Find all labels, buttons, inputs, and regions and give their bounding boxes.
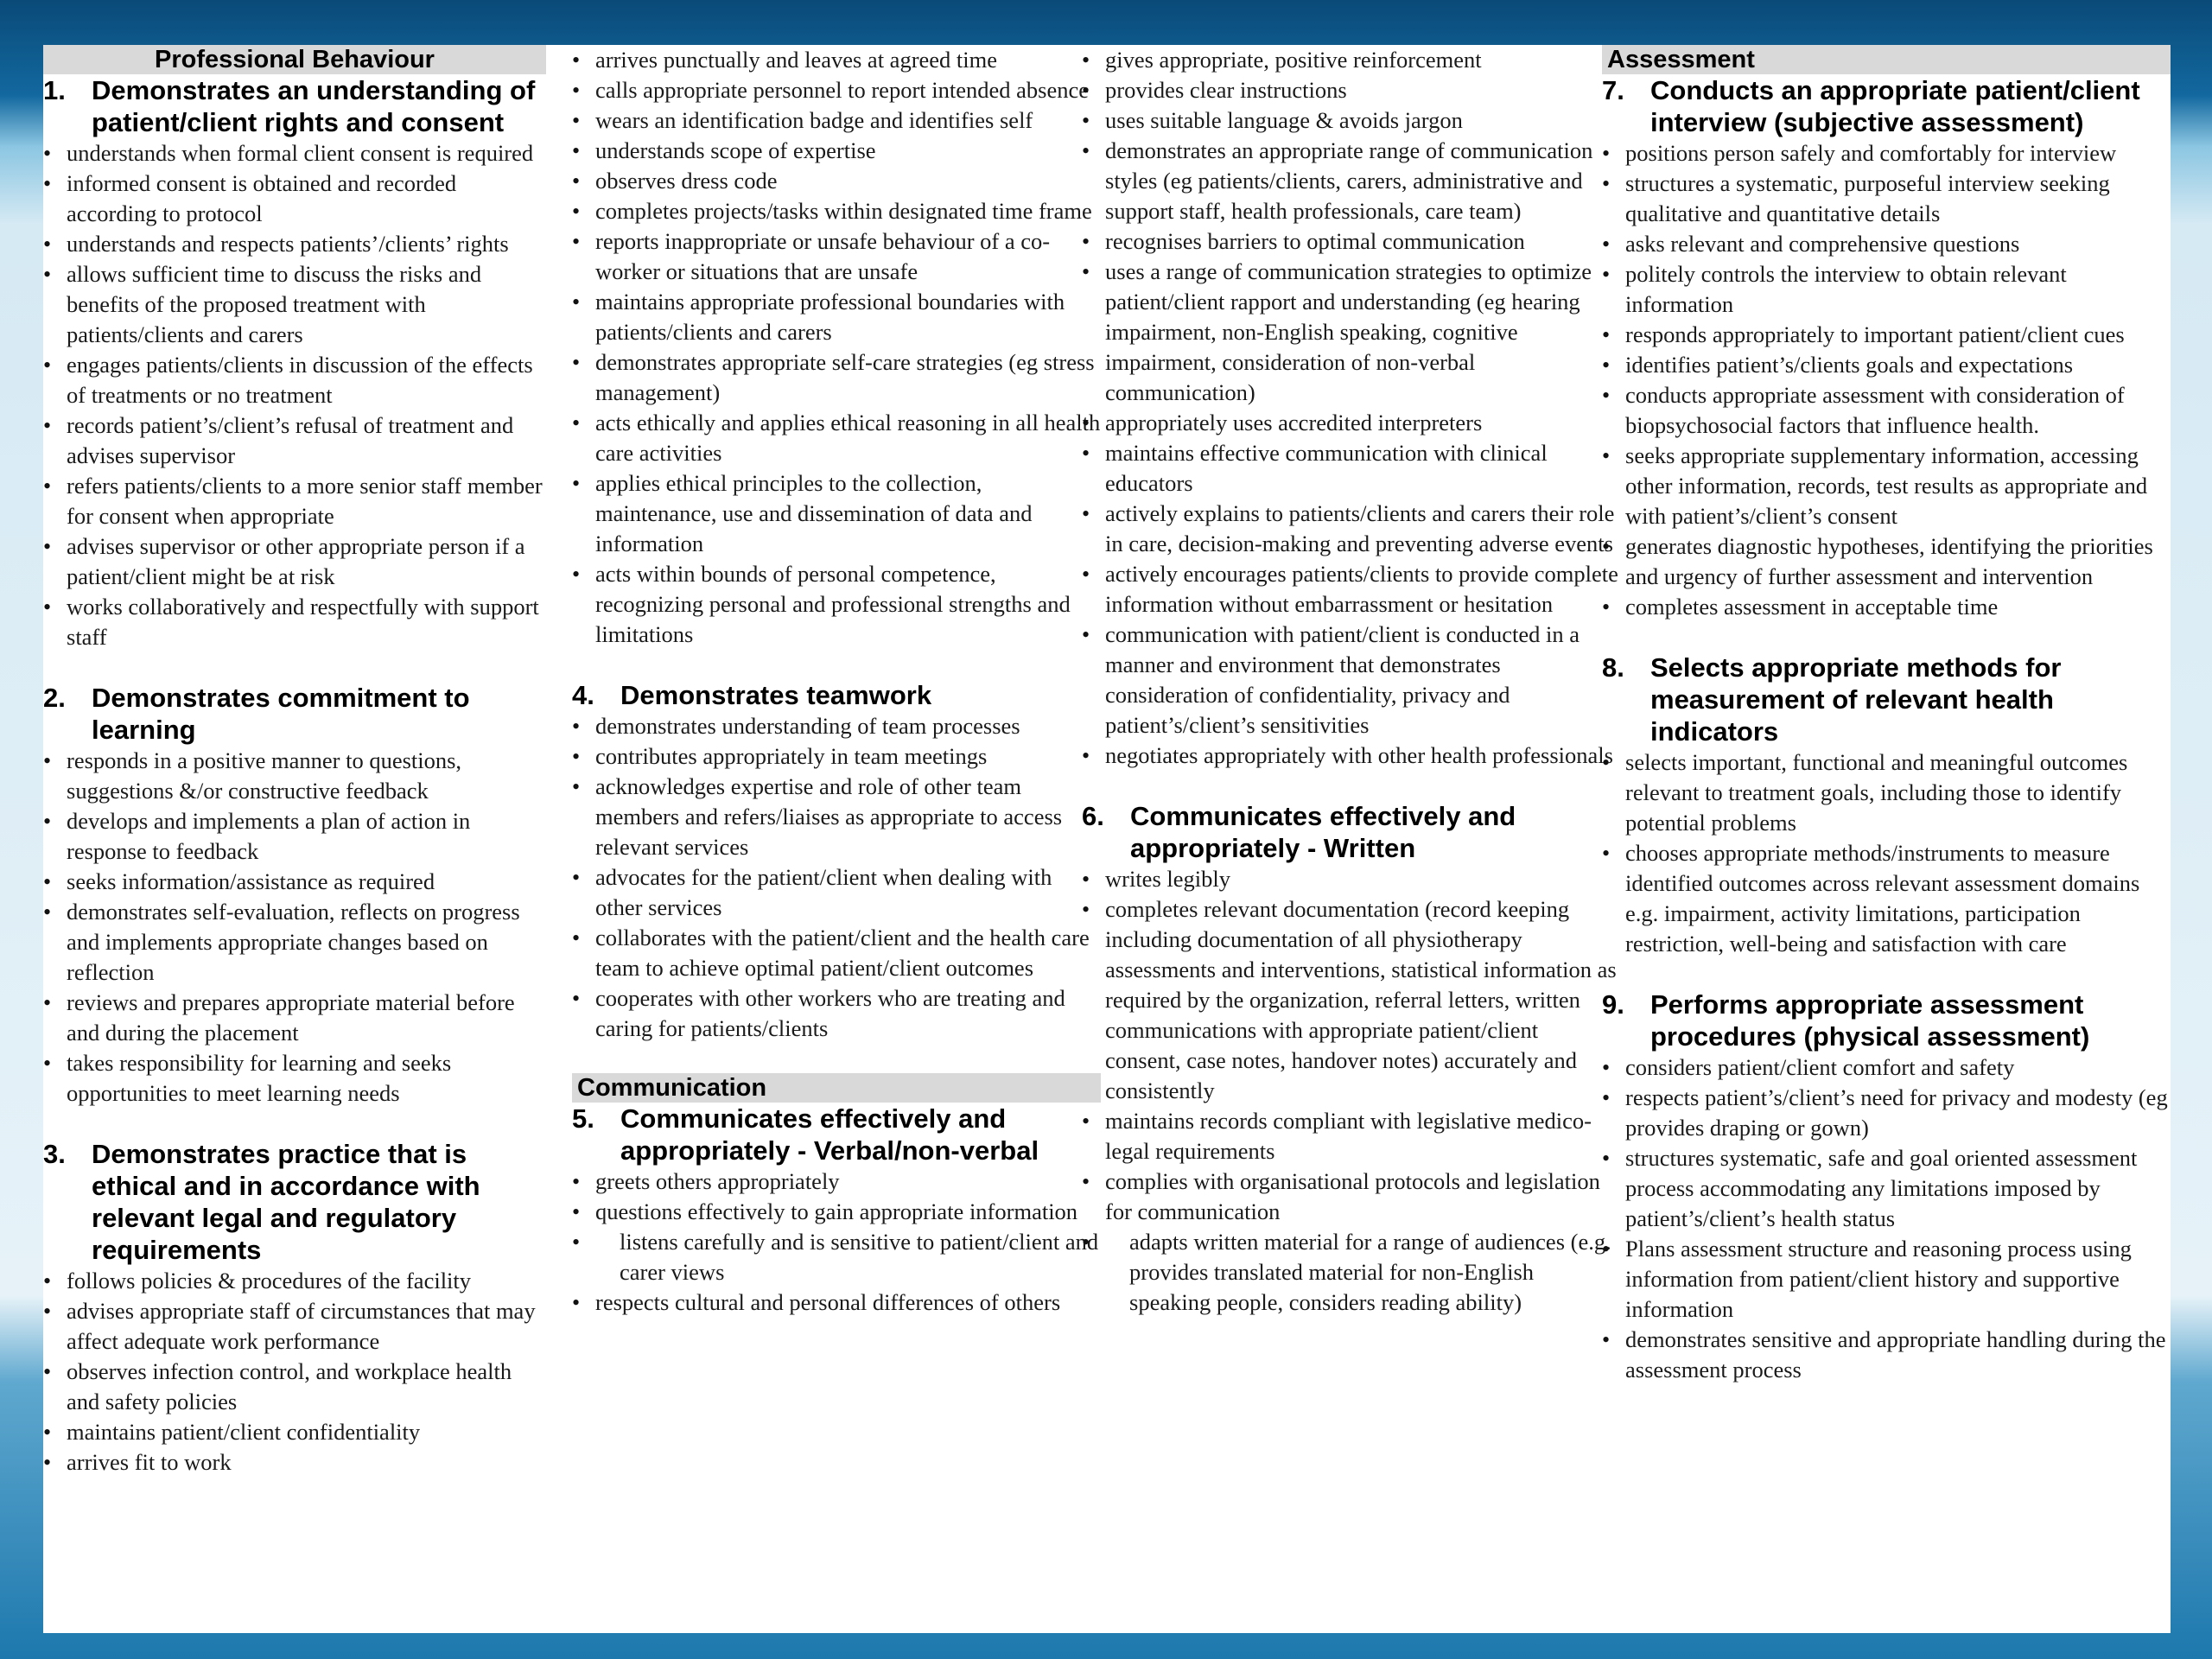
spacer xyxy=(43,1109,546,1138)
list-item: • provides clear instructions xyxy=(1082,75,1619,105)
section-heading-4 xyxy=(572,679,1101,711)
list-item: • demonstrates self-evaluation, reflects on progress and implements appropriate changes based on reflection xyxy=(43,897,546,988)
list-item: • uses a range of communication strategies to optimize patient/client rapport and understanding (eg hearing impairment, non-English speaking, cognitive impairment, consideration of non-verbal communication) xyxy=(1082,257,1619,408)
list-item: • acts within bounds of personal competence, recognizing personal and professional strengths and limitations xyxy=(572,559,1101,650)
list-item: • identifies patient’s/clients goals and expectations xyxy=(1602,350,2171,380)
list-item: • gives appropriate, positive reinforcement xyxy=(1082,45,1619,75)
list-item: • completes assessment in acceptable time xyxy=(1602,592,2171,622)
list-item: • adapts written material for a range of audiences (e.g. provides translated material for non-English speaking people, considers reading ability) xyxy=(1082,1227,1619,1318)
list-item: • structures a systematic, purposeful interview seeking qualitative and quantitative details xyxy=(1602,168,2171,229)
list-item: • responds in a positive manner to questions, suggestions &/or constructive feedback xyxy=(43,746,546,806)
list-item: • understands scope of expertise xyxy=(572,136,1101,166)
bullet-list xyxy=(572,1166,1101,1318)
list-item: • communication with patient/client is conducted in a manner and environment that demonstrates consideration of confidentiality, privacy and patient’s/client’s sensitivities xyxy=(1082,620,1619,741)
list-item: • uses suitable language & avoids jargon xyxy=(1082,105,1619,136)
section-heading-3 xyxy=(43,1138,546,1266)
list-item: • maintains patient/client confidentiality xyxy=(43,1417,546,1447)
list-item: • maintains records compliant with legislative medico-legal requirements xyxy=(1082,1106,1619,1166)
list-item: • actively encourages patients/clients to provide complete information without embarrassment or hesitation xyxy=(1082,559,1619,620)
list-item: • negotiates appropriately with other health professionals xyxy=(1082,741,1619,771)
bullet-list xyxy=(1082,864,1619,1318)
list-item: • arrives punctually and leaves at agreed time xyxy=(572,45,1101,75)
section-heading-9 xyxy=(1602,988,2171,1052)
list-item: • collaborates with the patient/client and the health care team to achieve optimal patient/client outcomes xyxy=(572,923,1101,983)
list-item: • calls appropriate personnel to report intended absence xyxy=(572,75,1101,105)
section-title: Selects appropriate methods for measurement of relevant health indicators xyxy=(1650,652,2062,747)
list-item: • respects cultural and personal differences of others xyxy=(572,1287,1101,1318)
list-item: • wears an identification badge and identifies self xyxy=(572,105,1101,136)
list-item: • considers patient/client comfort and safety xyxy=(1602,1052,2171,1083)
section-title: Communicates effectively and appropriately - Verbal/non-verbal xyxy=(620,1103,1039,1166)
section-title: Demonstrates teamwork xyxy=(620,680,932,710)
list-item: • demonstrates sensitive and appropriate handling during the assessment process xyxy=(1602,1325,2171,1385)
list-item: • demonstrates appropriate self-care strategies (eg stress management) xyxy=(572,347,1101,408)
bullet-list xyxy=(1602,1052,2171,1385)
list-item: • maintains effective communication with clinical educators xyxy=(1082,438,1619,499)
spacer xyxy=(43,652,546,682)
column-4 xyxy=(1602,45,2171,1633)
list-item: • demonstrates an appropriate range of communication styles (eg patients/clients, carers, administrative and support staff, health professionals, care team) xyxy=(1082,136,1619,226)
list-item: • contributes appropriately in team meetings xyxy=(572,741,1101,772)
list-item: • cooperates with other workers who are treating and caring for patients/clients xyxy=(572,983,1101,1044)
list-item: • politely controls the interview to obtain relevant information xyxy=(1602,259,2171,320)
bullet-list xyxy=(1082,45,1619,771)
section-heading-1 xyxy=(43,74,546,138)
bullet-list xyxy=(1602,138,2171,622)
list-item: • selects important, functional and meaningful outcomes relevant to treatment goals, including those to identify potential problems xyxy=(1602,747,2171,838)
list-item: • engages patients/clients in discussion of the effects of treatments or no treatment xyxy=(43,350,546,410)
list-item: • respects patient’s/client’s need for privacy and modesty (eg provides draping or gown) xyxy=(1602,1083,2171,1143)
list-item: • listens carefully and is sensitive to patient/client and carer views xyxy=(572,1227,1101,1287)
section-heading-8 xyxy=(1602,652,2171,747)
list-item: • structures systematic, safe and goal oriented assessment process accommodating any limitations imposed by patient’s/client’s health status xyxy=(1602,1143,2171,1234)
section-number: 3. xyxy=(43,1139,66,1169)
list-item: • advocates for the patient/client when dealing with other services xyxy=(572,862,1101,923)
spacer xyxy=(572,650,1101,679)
competency-page xyxy=(43,45,2171,1633)
bullet-list xyxy=(572,711,1101,1044)
section-heading-7 xyxy=(1602,74,2171,138)
list-item: • generates diagnostic hypotheses, identifying the priorities and urgency of further assessment and intervention xyxy=(1602,531,2171,592)
list-item: • writes legibly xyxy=(1082,864,1619,894)
list-item: • informed consent is obtained and recorded according to protocol xyxy=(43,168,546,229)
list-item: • complies with organisational protocols and legislation for communication xyxy=(1082,1166,1619,1227)
list-item: • allows sufficient time to discuss the risks and benefits of the proposed treatment with patients/clients and carers xyxy=(43,259,546,350)
section-title: Performs appropriate assessment procedures (physical assessment) xyxy=(1650,989,2090,1052)
section-heading-5 xyxy=(572,1103,1101,1166)
list-item: • demonstrates understanding of team processes xyxy=(572,711,1101,741)
section-title: Demonstrates practice that is ethical and in accordance with relevant legal and regulatory requirements xyxy=(92,1139,480,1265)
list-item: • greets others appropriately xyxy=(572,1166,1101,1197)
section-band-assessment: Assessment xyxy=(1602,45,2171,74)
list-item: • reviews and prepares appropriate material before and during the placement xyxy=(43,988,546,1048)
section-number: 1. xyxy=(43,75,66,105)
list-item: • understands and respects patients’/clients’ rights xyxy=(43,229,546,259)
section-number: 5. xyxy=(572,1103,594,1134)
list-item: • completes relevant documentation (record keeping including documentation of all physiotherapy assessments and interventions, statistical information as required by the organization, referral letters, written communications with appropriate patient/client consent, case notes, handover notes) accurately and consistently xyxy=(1082,894,1619,1106)
section-number: 7. xyxy=(1602,75,1624,105)
column-3 xyxy=(1082,45,1619,1633)
spacer xyxy=(1082,771,1619,800)
list-item: • maintains appropriate professional boundaries with patients/clients and carers xyxy=(572,287,1101,347)
bullet-list xyxy=(43,1266,546,1478)
section-heading-6 xyxy=(1082,800,1619,864)
list-item: • actively explains to patients/clients and carers their role in care, decision-making and preventing adverse events xyxy=(1082,499,1619,559)
bullet-list xyxy=(43,138,546,652)
list-item: • seeks information/assistance as required xyxy=(43,867,546,897)
list-item: • positions person safely and comfortably for interview xyxy=(1602,138,2171,168)
list-item: • advises appropriate staff of circumstances that may affect adequate work performance xyxy=(43,1296,546,1357)
list-item: • observes infection control, and workplace health and safety policies xyxy=(43,1357,546,1417)
column-1 xyxy=(43,45,546,1633)
spacer xyxy=(1602,959,2171,988)
section-number: 8. xyxy=(1602,652,1624,683)
list-item: • acknowledges expertise and role of other team members and refers/liaises as appropriate to access relevant services xyxy=(572,772,1101,862)
section-title: Demonstrates an understanding of patient/client rights and consent xyxy=(92,75,536,137)
list-item: • arrives fit to work xyxy=(43,1447,546,1478)
list-item: • conducts appropriate assessment with consideration of biopsychosocial factors that influence health. xyxy=(1602,380,2171,441)
list-item: • asks relevant and comprehensive questions xyxy=(1602,229,2171,259)
list-item: • acts ethically and applies ethical reasoning in all health care activities xyxy=(572,408,1101,468)
column-2 xyxy=(572,45,1101,1633)
section-band-communication: Communication xyxy=(572,1073,1101,1103)
list-item: • understands when formal client consent is required xyxy=(43,138,546,168)
list-item: • advises supervisor or other appropriate person if a patient/client might be at risk xyxy=(43,531,546,592)
spacer xyxy=(572,1044,1101,1073)
list-item: • appropriately uses accredited interpreters xyxy=(1082,408,1619,438)
list-item: • seeks appropriate supplementary information, accessing other information, records, test results as appropriate and with patient’s/client’s consent xyxy=(1602,441,2171,531)
list-item: • follows policies & procedures of the facility xyxy=(43,1266,546,1296)
list-item: • recognises barriers to optimal communication xyxy=(1082,226,1619,257)
bullet-list xyxy=(43,746,546,1109)
list-item: • chooses appropriate methods/instruments to measure identified outcomes across relevant assessment domains e.g. impairment, activity limitations, participation restriction, well-being and satisfaction with care xyxy=(1602,838,2171,959)
section-number: 2. xyxy=(43,683,66,713)
section-number: 9. xyxy=(1602,989,1624,1020)
list-item: • Plans assessment structure and reasoning process using information from patient/client history and supportive information xyxy=(1602,1234,2171,1325)
list-item: • works collaboratively and respectfully with support staff xyxy=(43,592,546,652)
list-item: • responds appropriately to important patient/client cues xyxy=(1602,320,2171,350)
list-item: • takes responsibility for learning and seeks opportunities to meet learning needs xyxy=(43,1048,546,1109)
list-item: • observes dress code xyxy=(572,166,1101,196)
section-band-professional-behaviour: Professional Behaviour xyxy=(43,45,546,74)
bullet-list xyxy=(572,45,1101,650)
section-title: Demonstrates commitment to learning xyxy=(92,683,470,745)
section-heading-2 xyxy=(43,682,546,746)
section-number: 6. xyxy=(1082,801,1104,831)
list-item: • questions effectively to gain appropriate information xyxy=(572,1197,1101,1227)
list-item: • reports inappropriate or unsafe behaviour of a co-worker or situations that are unsafe xyxy=(572,226,1101,287)
list-item: • records patient’s/client’s refusal of treatment and advises supervisor xyxy=(43,410,546,471)
section-number: 4. xyxy=(572,680,594,710)
spacer xyxy=(1602,622,2171,652)
list-item: • refers patients/clients to a more senior staff member for consent when appropriate xyxy=(43,471,546,531)
list-item: • completes projects/tasks within designated time frame xyxy=(572,196,1101,226)
section-title: Communicates effectively and appropriately - Written xyxy=(1130,801,1516,863)
bullet-list xyxy=(1602,747,2171,959)
list-item: • applies ethical principles to the collection, maintenance, use and dissemination of data and information xyxy=(572,468,1101,559)
list-item: • develops and implements a plan of action in response to feedback xyxy=(43,806,546,867)
section-title: Conducts an appropriate patient/client interview (subjective assessment) xyxy=(1650,75,2140,137)
